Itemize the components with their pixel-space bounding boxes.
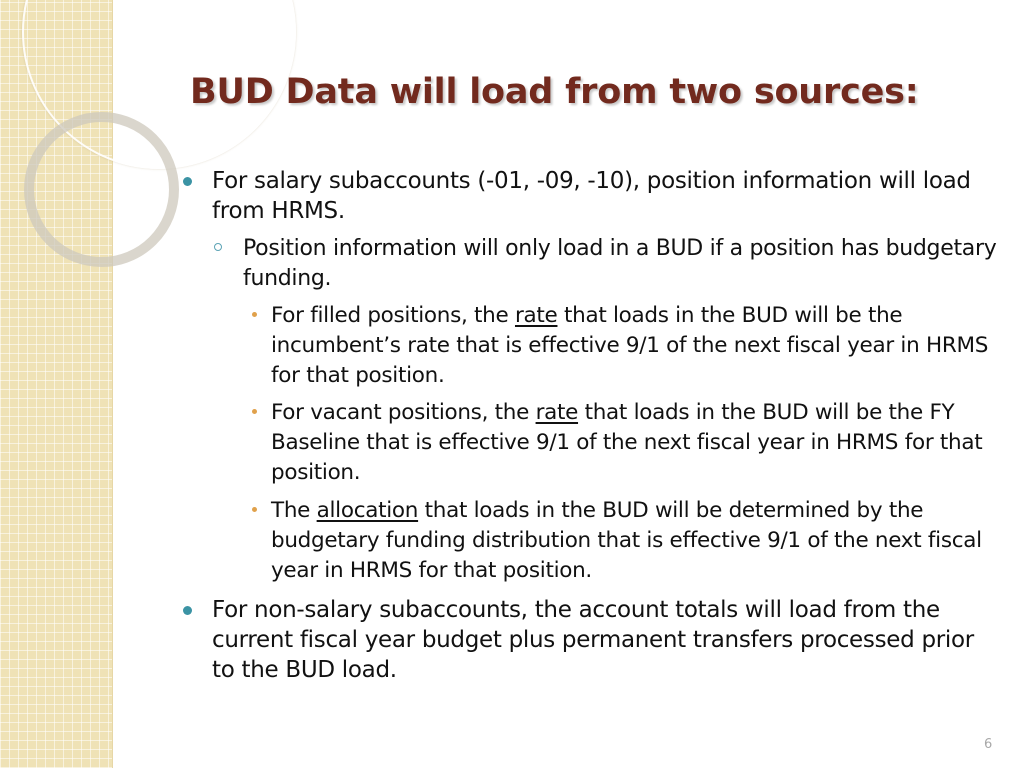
bullet-level3-icon	[252, 312, 257, 317]
underlined-term-rate: rate	[535, 400, 579, 425]
bullet-salary-subaccounts: For salary subaccounts (-01, -09, -10), position information will load from HRMS.	[212, 168, 971, 224]
bullet-level1-icon	[183, 606, 192, 615]
bullet-level3-icon	[252, 409, 257, 414]
bullet-vacant-positions	[271, 398, 1006, 488]
text-fragment: For filled positions, the	[271, 303, 515, 328]
bullet-level1-icon	[183, 177, 192, 186]
slide-title: BUD Data will load from two sources:	[190, 72, 919, 112]
bullet-filled-positions	[271, 301, 1006, 391]
text-fragment: that loads in the BUD will be determined by the budgetary funding distribution that is effective 9/1 of the next fiscal year in HRMS for that position.	[271, 498, 982, 583]
text-fragment: that loads in the BUD will be the FY Baseline that is effective 9/1 of the next fiscal year in HRMS for that position.	[271, 400, 983, 485]
bullet-allocation	[271, 496, 1006, 586]
bullet-level2-icon	[214, 243, 222, 251]
bullet-non-salary-subaccounts: For non-salary subaccounts, the account totals will load from the current fiscal year budget plus permanent transfers processed prior to the BUD load.	[212, 597, 974, 683]
text-fragment: For vacant positions, the	[271, 400, 536, 425]
text-fragment: The	[271, 498, 317, 523]
underlined-term-rate: rate	[514, 303, 558, 328]
bullet-level3-icon	[252, 507, 257, 512]
text-fragment: that loads in the BUD will be the incumbent’s rate that is effective 9/1 of the next fiscal year in HRMS for that position.	[271, 303, 989, 388]
underlined-term-allocation: allocation	[316, 498, 419, 523]
page-number: 6	[984, 737, 993, 752]
bullet-position-information: Position information will only load in a BUD if a position has budgetary funding.	[243, 236, 997, 291]
